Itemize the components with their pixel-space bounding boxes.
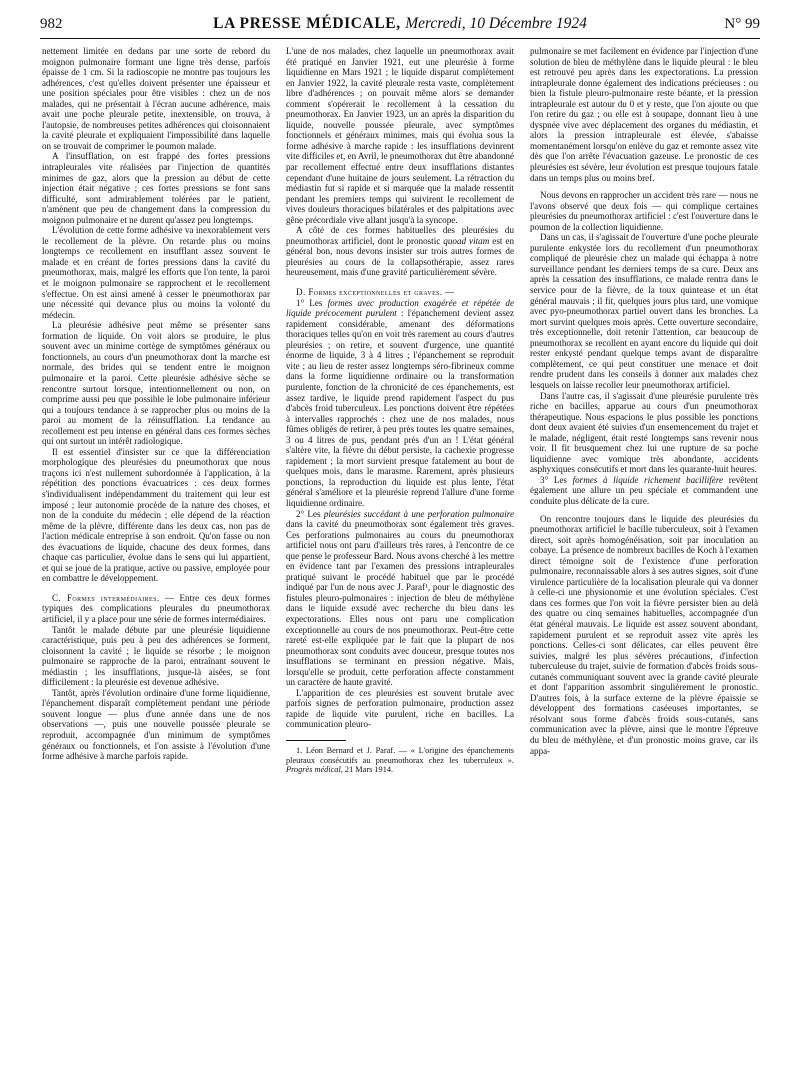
text-run: 3° Les (540, 474, 573, 485)
issue-number: N° 99 (724, 16, 760, 32)
section-d-paragraph (286, 287, 514, 298)
text-column-1 (42, 46, 270, 1068)
italic-term: Progrès médical (286, 765, 341, 775)
text-run: A côté de ces formes habituelles des pleurésies du pneumothorax artificiel, dont le pronostic (286, 225, 514, 246)
paragraph (286, 225, 514, 278)
paragraph: Dans l'autre cas, il s'agissait d'une pleurésie purulente très riche en bacilles, apparue au cours d'un pneumothorax thérapeutique. Nous espacions le plus possible les ponctions dont deux avaient été suivies d'un ensemencement du trajet et le malade, négligent, était resté longtemps sans revenir nous voir. Il fit brusquement chez lui une rupture de sa poche liquidienne avec vomique très abondante, accidents asphyxiques consécutifs et mort dans les quarante-huit heures. (530, 390, 758, 475)
paragraph: Tantôt le malade débute par une pleurésie liquidienne caractéristique, puis peu à peu des adhérences se forment, cloisonnent la cavité ; le liquide se résorbe ; le moignon pulmonaire se rapproche de la paroi, entraînant souvent le médiastin ; les insufflations, jusque-là aisées, se font difficilement : la pleurésie est devenue adhésive. (42, 624, 270, 688)
text-run: est en général bon, nous devons insister sur trois autres formes de pleurésies au cours de la collapsothérapie, assez rares heureusement, mais d'une gravité particulièrement sévère. (286, 235, 514, 278)
paragraph: A l'insufflation, on est frappé des fortes pressions intrapleurales vite réalisées par l'injection de quantités minimes de gaz, alors que la pression au début de cette injection était négative ; ces fortes pressions se font sans difficulté, sont admirablement tolérées par le patient, n'amènent que peu de changement dans la compression du moignon pulmonaire et ne durent qu'assez peu longtemps. (42, 151, 270, 225)
running-title (40, 15, 760, 33)
text-column-3 (530, 46, 758, 1068)
italic-term: formes avec production exagérée et répétée de liquide précocement purulent (286, 297, 514, 319)
paragraph: Nous devons en rapprocher un accident très rare — nous ne l'avons observé que deux fois — qui complique certaines pleurésies du pneumothorax artificiel : c'est l'ouverture dans le poumon de la collection liquidienne. (530, 190, 758, 232)
page-number: 982 (40, 16, 63, 32)
italic-term: formes à liquide richement bacillifère (572, 474, 724, 485)
section-heading-d: D. Formes exceptionnelles et graves. (296, 287, 443, 298)
text-run: 1° Les (296, 297, 328, 308)
running-header (40, 14, 760, 39)
paragraph: La pleurésie adhésive peut même se présenter sans formation de liquide. On voit alors se produire, le plus souvent avec un minime cortège de symptômes généraux ou fonctionnels, au cours d'un pneumothorax dont la marche est normale, des brides qui se tendent entre le moignon pulmonaire et la paroi. Cette pleurésie adhésive sèche se rencontre surtout lorsque, intentionnellement ou non, on comprime aussi peu que possible le lobe pulmonaire inférieur qui a toujours tendance à se rapprocher plus ou moins de la paroi au moment de la réinsufflation. La tendance au recollement est peu intense en général dans ces formes sèches qui ont surtout un intérêt radiologique. (42, 320, 270, 447)
paragraph: Dans un cas, il s'agissait de l'ouverture d'une poche pleurale purulente enkystée lors du recollement d'un pneumothorax compliqué de pleurésie chez un malade qui échappa à notre surveillance pendant les derniers temps de sa cure. Deux ans après la cessation des insufflations, ce malade rentra dans le service pour de la fièvre, de la toux quintease et un état général mauvais ; il fit, quelques jours plus tard, une vomique avec pyo-pneumothorax partiel ouvert dans les bronches. La mort survint quelques mois après. Cette ouverture secondaire, très exceptionnelle, doit retenir l'attention, car beaucoup de pneumothorax se recollent en ayant encore du liquide qui doit rester enkysté pendant quelque temps avant de disparaître complètement, ce qui peut constituer une menace et doit rendre prudent dans les conseils à donner aux malades chez lesquels on laisse recoller leur pneumothorax artificiel. (530, 232, 758, 390)
section-c-text: — Entre ces deux formes typiques des complications pleurales du pneumothorax artificiel, il y a place pour une série de formes intermédiaires. (42, 592, 270, 624)
text-run: 1. Léon Bernard et J. Paraf. — « L'origine des épanchements pleuraux consécutifs au pneumothorax chez les tuberculeux ». (286, 746, 514, 765)
publication-name: LA PRESSE MÉDICALE, (213, 15, 401, 32)
paragraph (286, 509, 514, 688)
paragraph: Tantôt, après l'évolution ordinaire d'une forme liquidienne, l'épanchement disparaît complètement pendant une période souvent longue — plus d'une année dans une de nos observations —, puis une nouvelle poussée pleurale se reproduit, accompagnée d'un minimum de symptômes généraux ou fonctionnels, et l'on assiste à l'évolution d'une forme adhésive à marche parfois rapide. (42, 687, 270, 762)
text-run: , 21 Mars 1914. (340, 765, 394, 775)
text-run: revêtent également une allure un peu spéciale et commandent une conduite plus délicate de la cure. (530, 474, 758, 506)
paragraph: L'évolution de cette forme adhésive va inexorablement vers le recollement de la plèvre. On retarde plus ou moins longtemps ce recollement en insufflant assez souvent le malade et en créant de fortes pressions dans la cavité du pneumothorax, mais, malgré les efforts que l'on tente, la paroi et le moignon pulmonaire se rapprochent et le recollement s'effectue. On est ainsi amené à cesser le pneumothorax par une nécessité qui devance plus ou moins la volonté du médecin. (42, 225, 270, 320)
footnote-rule (286, 740, 346, 741)
text-column-2 (286, 46, 514, 1068)
italic-term: pleurésies succédant à une perforation pulmonaire (323, 508, 514, 519)
paragraph: nettement limitée en dedans par une sorte de rebord du moignon pulmonaire formant une ligne très dense, parfois épaisse de 1 cm. Si la radioscopie ne montre pas toujours les adhérences, c'est qu'elles doivent présenter une épaisseur et une position spéciales pour être visibles : chez un de nos malades, qui ne présentait à l'écran aucune adhérence, mais avait une poche pleurale petite, inextensible, on trouva, à l'autopsie, de nombreuses petites adhérences qui cloisonnaient la cavité pleurale et expliquaient l'impossibilité dans laquelle on se trouvait de comprimer le poumon malade. (42, 46, 270, 151)
section-c-paragraph (42, 593, 270, 625)
paragraph: L'apparition de ces pleurésies est souvent brutale avec parfois signes de perforation pulmonaire, production assez rapide de liquide vite purulent, riche en bacilles. La communication pleuro- (286, 687, 514, 730)
paragraph: On rencontre toujours dans le liquide des pleurésies du pneumothorax artificiel le bacille tuberculeux, soit à l'examen direct, soit après homogénéisation, soit par inoculation au cobaye. La présence de nombreux bacilles de Koch à l'examen direct témoigne soit de l'existence d'une perforation pulmonaire, reconnaissable alors à ses autres signes, soit d'une virulence particulière de la localisation pleurale qui va donner à celle-ci une physionomie et une évolution spéciales. C'est dans ces formes que l'on voit la fièvre persister bien au delà des quatre ou cinq semaines habituelles, accompagnée d'un état général mauvais. Le liquide est assez souvent abondant, rapidement purulent et se reproduit assez vite après les ponctions. Celles-ci sont délicates, car elles peuvent être suivies, malgré les plus sévères précautions, d'infection tuberculeuse du trajet, suivie de formation d'abcès froids sous-cutanés communiquant souvent avec la grande cavité pleurale et dont l'apparition assombrit singulièrement le pronostic. D'autres fois, à la surface externe de la plèvre épaissie se développent des formations caséeuses importantes, se résolvant sous forme d'abcès froids sous-cutanés, sans communication avec la plèvre, ainsi que le montre l'épreuve du bleu de méthylène, et d'un pronostic moins grave, car ils appa- (530, 513, 758, 756)
text-run: 2° Les (296, 508, 324, 519)
italic-term: quoad vitam (443, 235, 490, 246)
issue-date: Mercredi, 10 Décembre 1924 (405, 15, 587, 32)
paragraph: pulmonaire se met facilement en évidence par l'injection d'une solution de bleu de méthylène dans le liquide pleural : le bleu est retrouvé peu après dans les expectorations. La pression intrapleurale donne également des indications précieuses : ou bien la fistule pleuro-pulmonaire reste béante, et la pression intrapleurale est autour du 0 et y reste, que l'on ajoute ou que l'on retire du gaz ; ou elle est à soupape, donnant lieu à une dyspnée vive avec déplacement des organes du médiastin, et alors la pression intrapleurale est élevée, s'abaisse momentanément lorsqu'on enlève du gaz et remonte assez vite dès que l'on arrête l'évacuation gazeuse. Le pronostic de ces pleurésies est sévère, leur évolution est presque toujours fatale dans un temps plus ou moins bref. (530, 46, 758, 183)
text-run: : l'épanchement devient assez rapidement considérable, amenant des déformations thoraciques telles qu'on en voit très rarement au cours d'autres pleurésies ; on retire, et souvent d'urgence, une quantité énorme de liquide, 3 à 4 litres ; l'épanchement se reproduit vite ; au lieu de rester assez longtemps séro-fibrineux comme dans la forme liquidienne ordinaire ou la transformation purulente, fonction de la chronicité de ces épanchements, est assez tardive, le liquide prend rapidement l'aspect du pus d'abcès froid tuberculeux. Les ponctions doivent être répétées à intervalles rapprochés : chez une de nos malades, nous fûmes obligés de retirer, à peu près toutes les quatre semaines, 3 ou 4 litres de pus, pendant près d'un an ! L'état général s'altère vite, la fièvre du début persiste, la cachexie progresse rapidement ; la mort survient presque fatalement au bout de quelques mois, dans le marasme. Rarement, après plusieurs ponctions, la reproduction du liquide est plus lente, l'état général s'améliore et la pleurésie reprend l'allure d'une forme liquidienne ordinaire. (286, 308, 514, 508)
paragraph (530, 475, 758, 507)
paragraph (286, 298, 514, 509)
text-run: — (442, 287, 454, 298)
section-heading-c: C. Formes intermédiaires. (52, 592, 160, 603)
text-run: dans la cavité du pneumothorax sont également très graves. Ces perforations pulmonaires au cours du pneumothorax artificiel nous ont paru d'ailleurs très rares, à l'encontre de ce que pense le professeur Bard. Nous avons cherché à les mettre en évidence tant par l'examen des pressions intrapleurales pratiqué suivant le procédé habituel que par le procédé indiqué par l'un de nous avec J. Paraf¹, pour le diagnostic des fistules pleuro-pulmonaires : injection de bleu de méthylène dans le liquide exsudé avec recherche du bleu dans les expectorations. Elles nous ont paru une complication exceptionnelle au cours de nos pneumothorax. Peut-être cette rareté est-elle expliquée par le fait que la plupart de nos pneumothorax sont conduits avec douceur, presque toutes nos insufflations se terminant en pression négative. Mais, lorsqu'elle se produit, cette perforation affecte constamment un caractère de haute gravité. (286, 519, 514, 688)
paragraph: L'une de nos malades, chez laquelle un pneumothorax avait été pratiqué en Janvier 1921, eut une pleurésie à forme liquidienne en Mars 1921 ; le liquide disparut complètement en Janvier 1922, la cavité pleurale resta vaste, complètement libre d'adhérences ; on pouvait même alors se demander comment s'opérerait le recollement à la cessation du pneumothorax. En Janvier 1923, un an après la disparition du liquide, nouvelle poussée pleurale, avec symptômes fonctionnels et généraux minimes, mais qui évolua sous la forme adhésive à marche rapide : les insufflations devinrent vite difficiles et, en Avril, le pneumothorax dut être abandonné par recollement effectué entre deux insufflations distantes cependant d'une huitaine de jours seulement. La rétraction du médiastin fut si rapide et si marquée que la malade ressentit pendant les premiers temps qui suivirent le recollement de vives douleurs thoraciques bilatérales et des palpitations avec gêne précordiale vive allant jusqu'à la syncope. (286, 46, 514, 225)
footnote (286, 746, 514, 775)
paragraph: Il est essentiel d'insister sur ce que la différenciation morphologique des pleurésies du pneumothorax que nous traçons ici n'est nullement subordonnée à l'application, à la répétition des ponctions évacuatrices : ces deux formes s'individualisent indépendamment du traitement qui leur est imposé ; leur autonomie procède de la nature des choses, et non de la conduite du médecin ; elle dépend de la réaction même de la plèvre, différente dans les deux cas, non pas de l'action médicale entreprise à son endroit. Qu'on fasse ou non des évacuations de liquide, chacune des deux formes, dans chaque cas particulier, évolue dans le sens qui lui appartient, et qui se joue de la pratique, active ou passive, employée pour en combattre le développement. (42, 446, 270, 584)
